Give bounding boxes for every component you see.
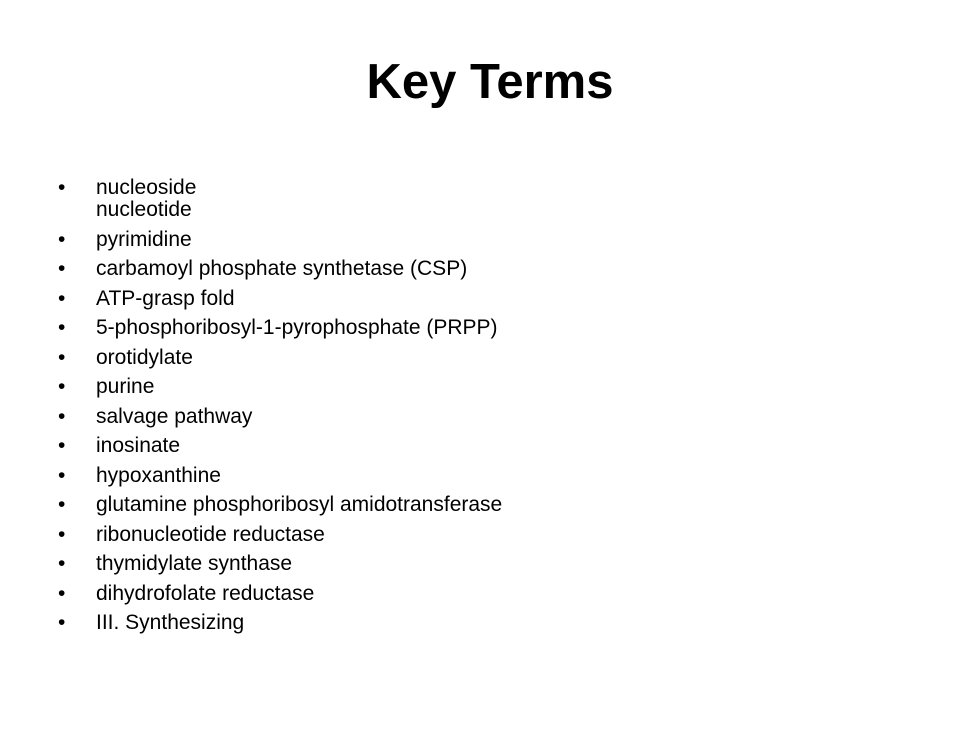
- list-item: [58, 257, 502, 281]
- list-item: [58, 346, 502, 370]
- term-text: purine: [96, 375, 155, 398]
- bullet-icon: •: [58, 611, 66, 634]
- bullet-icon: •: [58, 286, 66, 310]
- term-text: carbamoyl phosphate synthetase (CSP): [96, 257, 468, 280]
- bullet-icon: •: [58, 552, 66, 575]
- list-item: [58, 523, 502, 547]
- list-item: [58, 582, 502, 606]
- bullet-icon: •: [58, 493, 66, 516]
- list-item: [58, 316, 502, 340]
- list-item: [58, 287, 502, 311]
- bullet-icon: •: [58, 581, 66, 605]
- term-text: nucleotide: [96, 198, 192, 221]
- bullet-icon: •: [58, 404, 66, 428]
- term-text: inosinate: [96, 434, 181, 457]
- list-item: [58, 493, 502, 517]
- list-item: [58, 611, 502, 635]
- key-terms-list: [58, 176, 502, 641]
- bullet-icon: •: [58, 434, 66, 457]
- bullet-icon: •: [58, 257, 66, 280]
- list-item: [58, 552, 502, 576]
- term-text: ATP-grasp fold: [96, 286, 235, 310]
- term-text: 5-phosphoribosyl-1-pyrophosphate (PRPP): [96, 316, 498, 339]
- term-text: salvage pathway: [96, 404, 253, 428]
- term-text: pyrimidine: [96, 227, 192, 251]
- list-item: [58, 176, 502, 222]
- list-item: [58, 434, 502, 458]
- bullet-icon: •: [58, 375, 66, 398]
- term-text: dihydrofolate reductase: [96, 581, 315, 605]
- term-text: thymidylate synthase: [96, 552, 293, 575]
- term-text: hypoxanthine: [96, 463, 221, 487]
- term-text: III. Synthesizing: [96, 611, 245, 634]
- list-item: [58, 464, 502, 488]
- bullet-icon: •: [58, 227, 66, 251]
- term-text: glutamine phosphoribosyl amidotransferase: [96, 493, 503, 516]
- bullet-icon: •: [58, 463, 66, 487]
- bullet-icon: •: [58, 176, 66, 199]
- list-item: [58, 375, 502, 399]
- list-item: [58, 228, 502, 252]
- term-text: orotidylate: [96, 345, 193, 369]
- list-item: [58, 405, 502, 429]
- bullet-icon: •: [58, 316, 66, 339]
- term-text: nucleoside: [96, 176, 197, 199]
- slide-title: Key Terms: [366, 55, 614, 109]
- bullet-icon: •: [58, 345, 66, 369]
- bullet-icon: •: [58, 522, 66, 546]
- term-text: ribonucleotide reductase: [96, 522, 325, 546]
